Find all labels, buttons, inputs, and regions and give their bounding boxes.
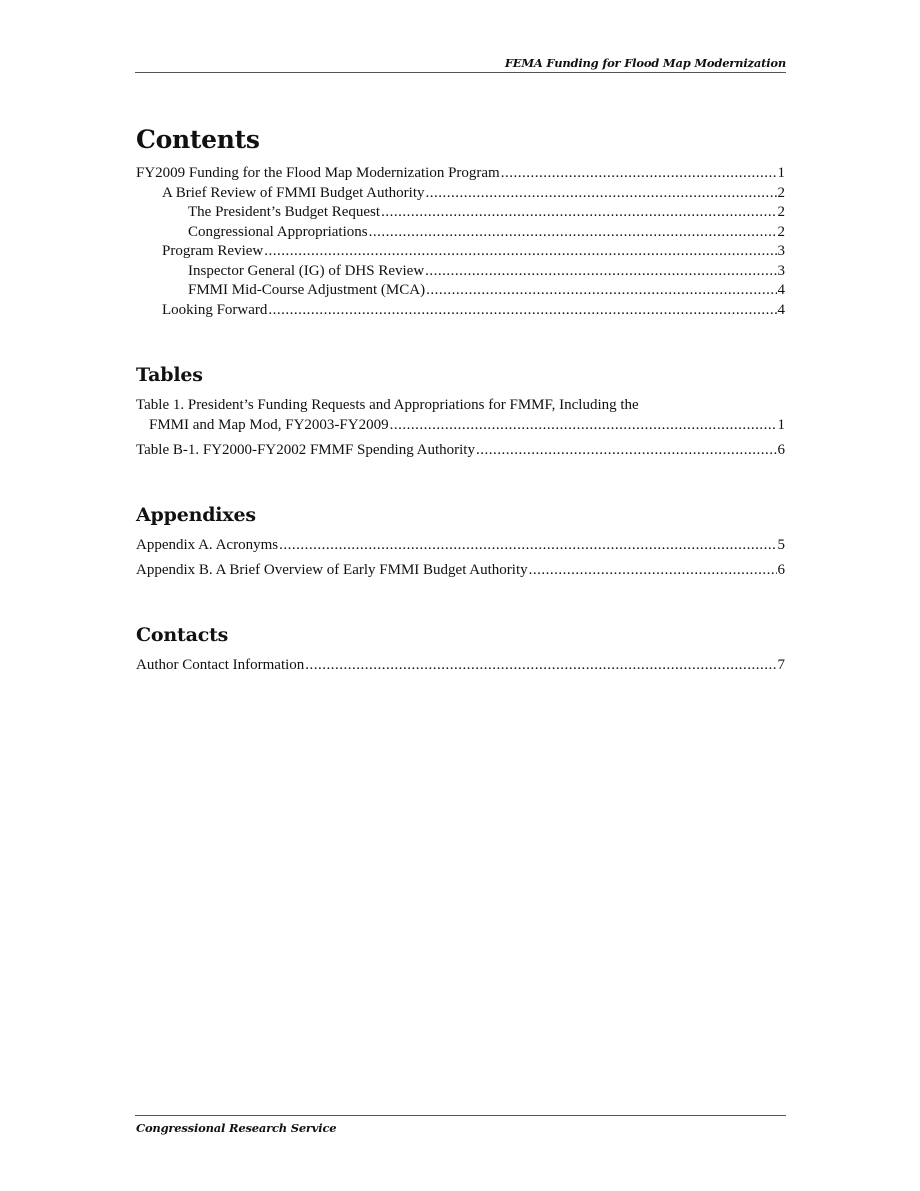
dot-leader (425, 262, 776, 282)
toc-entry-mid-course-adjustment[interactable] (136, 281, 785, 301)
toc-page-number: 2 (777, 204, 785, 220)
toc-page-number: 1 (777, 416, 785, 433)
dot-leader (476, 441, 777, 461)
toc-entry-appendix-a[interactable] (136, 536, 785, 556)
dot-leader (381, 203, 776, 223)
toc-entry-label: Appendix A. Acronyms (136, 536, 279, 553)
toc-entry-presidents-request[interactable] (136, 203, 785, 223)
toc-entry-label-line2: FMMI and Map Mod, FY2003-FY2009 (149, 416, 389, 433)
toc-entry-inspector-general[interactable] (136, 262, 785, 282)
header-rule (135, 72, 786, 73)
toc-entry-label: Looking Forward (162, 301, 268, 318)
toc-entry-program-review[interactable] (136, 242, 785, 262)
toc-entry-table-1[interactable] (136, 396, 785, 435)
contents-list (136, 164, 785, 320)
toc-page-number: 7 (777, 656, 785, 673)
footer-rule (135, 1115, 786, 1116)
toc-entry-label: Author Contact Information (136, 656, 305, 673)
dot-leader (390, 416, 777, 436)
toc-entry-label: Program Review (162, 243, 264, 259)
running-header: FEMA Funding for Flood Map Modernization (504, 56, 786, 70)
dot-leader (426, 184, 777, 204)
toc-page-number: 4 (777, 301, 785, 318)
toc-page-number: 3 (777, 243, 785, 259)
contacts-list (136, 656, 785, 676)
appendixes-heading: Appendixes (136, 503, 256, 526)
dot-leader (369, 223, 777, 243)
contents-heading: Contents (136, 125, 260, 154)
toc-page-number: 6 (777, 442, 785, 458)
dot-leader (529, 561, 777, 581)
toc-page-number: 2 (777, 184, 785, 201)
toc-page-number: 6 (777, 562, 785, 578)
toc-entry-label: Inspector General (IG) of DHS Review (188, 262, 425, 279)
toc-page-number: 5 (777, 536, 785, 553)
toc-entry-label: The President’s Budget Request (188, 204, 381, 220)
toc-entry-label: FY2009 Funding for the Flood Map Modernization Program (136, 165, 500, 181)
dot-leader (279, 536, 776, 556)
toc-entry-label: Appendix B. A Brief Overview of Early FMMI Budget Authority (136, 562, 528, 578)
toc-entry-table-b1[interactable] (136, 441, 785, 461)
toc-entry-congressional-appropriations[interactable] (136, 223, 785, 243)
running-footer: Congressional Research Service (136, 1121, 337, 1135)
toc-page-number: 3 (777, 262, 785, 279)
toc-page-number: 1 (777, 165, 785, 181)
dot-leader (501, 164, 777, 184)
tables-heading: Tables (136, 364, 203, 386)
contacts-heading: Contacts (136, 623, 229, 646)
toc-entry-looking-forward[interactable] (136, 301, 785, 321)
toc-entry-label: A Brief Review of FMMI Budget Authority (162, 184, 425, 201)
dot-leader (305, 656, 776, 676)
table-of-contents (136, 122, 785, 675)
tables-list (136, 396, 785, 461)
dot-leader (426, 281, 776, 301)
toc-entry-fy2009-funding[interactable] (136, 164, 785, 184)
dot-leader (264, 242, 776, 262)
toc-page-number: 4 (777, 282, 785, 298)
toc-page-number: 2 (777, 223, 785, 240)
appendixes-list (136, 536, 785, 581)
toc-entry-label: FMMI Mid-Course Adjustment (MCA) (188, 282, 426, 298)
toc-entry-author-contact[interactable] (136, 656, 785, 676)
toc-entry-brief-review[interactable] (136, 184, 785, 204)
toc-entry-label-line1: Table 1. President’s Funding Requests and Appropriations for FMMF, Including the (136, 397, 639, 413)
dot-leader (268, 301, 776, 321)
toc-entry-label: Table B-1. FY2000-FY2002 FMMF Spending Authority (136, 442, 475, 458)
toc-entry-label: Congressional Appropriations (188, 223, 368, 240)
toc-entry-appendix-b[interactable] (136, 561, 785, 581)
